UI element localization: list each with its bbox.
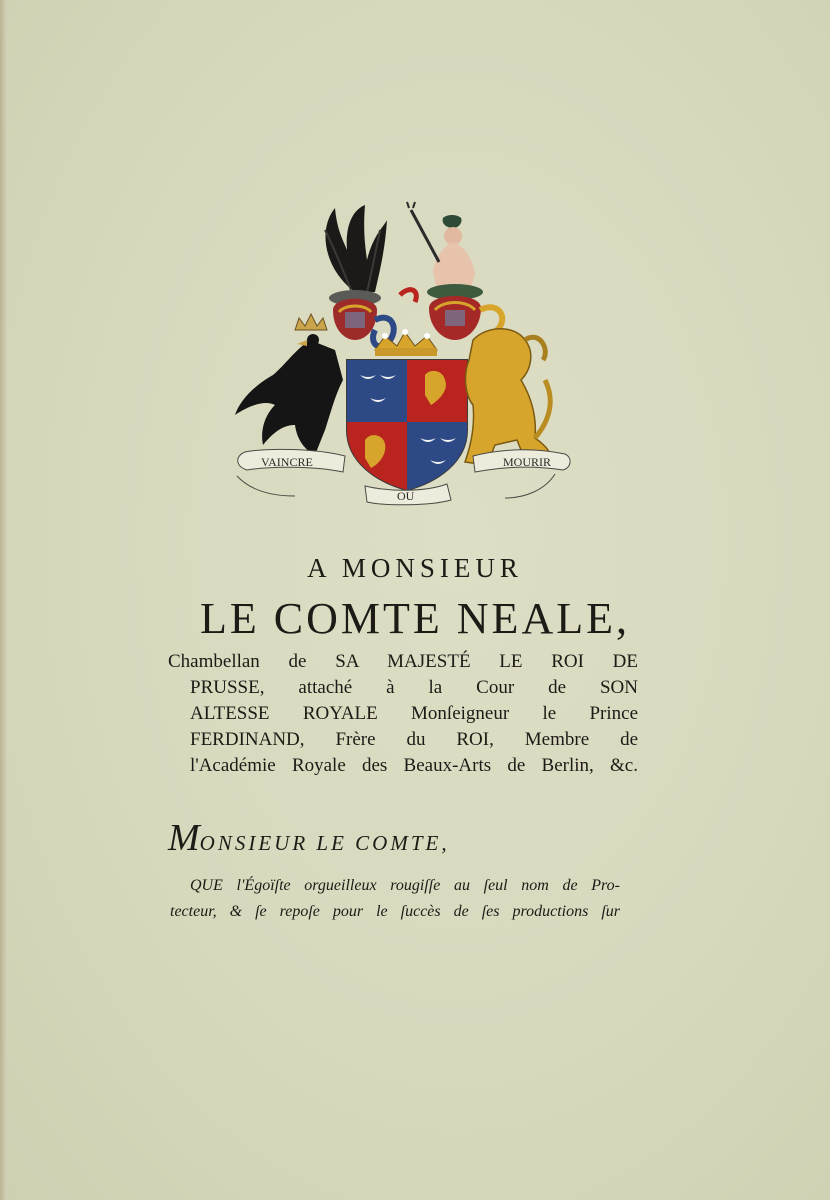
- body-line: QUE l'Égoïſte orgueilleux rougiſſe au ſeul nom de Pro-: [190, 877, 620, 894]
- coronet-icon: [375, 329, 437, 356]
- quartered-shield-icon: [347, 360, 467, 490]
- title-line: PRUSSE, attaché à la Cour de SON: [190, 677, 638, 698]
- dedication-heading: A MONSIEUR: [307, 553, 523, 583]
- addressee-name: LE COMTE NEALE,: [200, 594, 630, 643]
- motto-left-text: VAINCRE: [261, 455, 313, 469]
- salutation: [168, 816, 450, 860]
- right-helmet-icon: [427, 284, 483, 340]
- lion-supporter-icon: [465, 329, 551, 465]
- motto-right-text: MOURIR: [503, 455, 552, 469]
- dedication-body: [170, 873, 620, 925]
- motto-center-text: OU: [397, 489, 415, 503]
- salutation-text: ONSIEUR LE COMTE,: [199, 831, 450, 855]
- salutation-initial: M: [168, 817, 200, 859]
- addressee-titles: [168, 649, 638, 779]
- coat-of-arms-illustration: [225, 200, 575, 520]
- crown-icon: [295, 314, 327, 330]
- merman-figure-icon: [407, 202, 475, 290]
- motto-scroll-left: [237, 449, 345, 496]
- motto-scroll-right: [473, 450, 570, 498]
- title-line: FERDINAND, Frère du ROI, Membre de: [190, 729, 638, 750]
- title-line: l'Académie Royale des Beaux-Arts de Berlin, &c.: [190, 755, 638, 776]
- eagle-supporter-icon: [235, 334, 343, 468]
- body-line: tecteur, & ſe repoſe pour le ſuccès de ſes productions ſur: [170, 903, 620, 920]
- title-line: Chambellan de SA MAJESTÉ LE ROI DE: [168, 651, 638, 672]
- feather-plume-icon: [325, 205, 387, 292]
- title-line: ALTESSE ROYALE Monſeigneur le Prince: [190, 703, 638, 724]
